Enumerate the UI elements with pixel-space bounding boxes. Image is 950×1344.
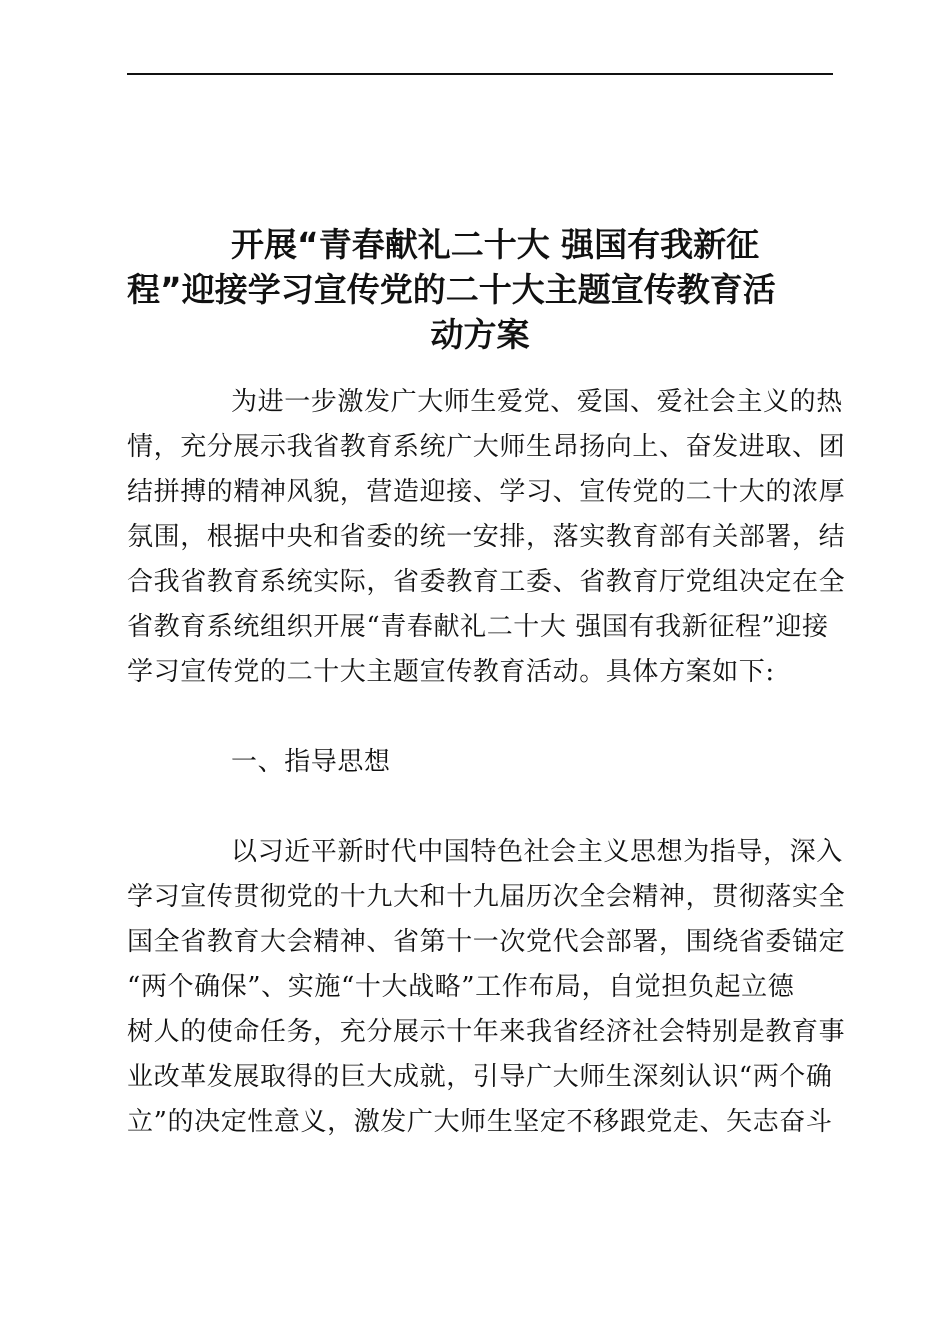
paragraph-line: 学习宣传贯彻党的十九大和十九届历次全会精神，贯彻落实全	[127, 882, 846, 912]
paragraph-line: 树人的使命任务，充分展示十年来我省经济社会特别是教育事	[127, 1017, 846, 1047]
header-rule	[127, 73, 833, 75]
guiding-ideology-paragraph	[127, 830, 846, 1145]
paragraph-line: 学习宣传党的二十大主题宣传教育活动。具体方案如下:	[127, 657, 775, 687]
intro-paragraph	[127, 380, 846, 695]
section-heading	[127, 740, 833, 785]
paragraph-line: 情，充分展示我省教育系统广大师生昂扬向上、奋发进取、团	[127, 432, 846, 462]
paragraph-line: 合我省教育系统实际，省委教育工委、省教育厅党组决定在全	[127, 567, 846, 597]
paragraph-line: “两个确保”、实施“十大战略”工作布局，自觉担负起立德	[127, 972, 795, 1002]
title-line: 动方案	[430, 315, 530, 354]
title-line: 开展“青春献礼二十大 强国有我新征	[231, 225, 760, 264]
paragraph-line: 氛围，根据中央和省委的统一安排，落实教育部有关部署，结	[127, 522, 846, 552]
section-heading-text: 一、指导思想	[231, 747, 391, 777]
title-line: 程”迎接学习宣传党的二十大主题宣传教育活	[127, 270, 776, 309]
paragraph-line: 以习近平新时代中国特色社会主义思想为指导，深入	[231, 837, 843, 867]
paragraph-line: 为进一步激发广大师生爱党、爱国、爱社会主义的热	[231, 387, 843, 417]
document-title	[127, 222, 833, 357]
paragraph-line: 业改革发展取得的巨大成就，引导广大师生深刻认识“两个确	[127, 1062, 833, 1092]
paragraph-line: 结拼搏的精神风貌，营造迎接、学习、宣传党的二十大的浓厚	[127, 477, 846, 507]
paragraph-line: 国全省教育大会精神、省第十一次党代会部署，围绕省委锚定	[127, 927, 846, 957]
paragraph-line: 立”的决定性意义，激发广大师生坚定不移跟党走、矢志奋斗	[127, 1107, 833, 1137]
paragraph-line: 省教育系统组织开展“青春献礼二十大 强国有我新征程”迎接	[127, 612, 829, 642]
